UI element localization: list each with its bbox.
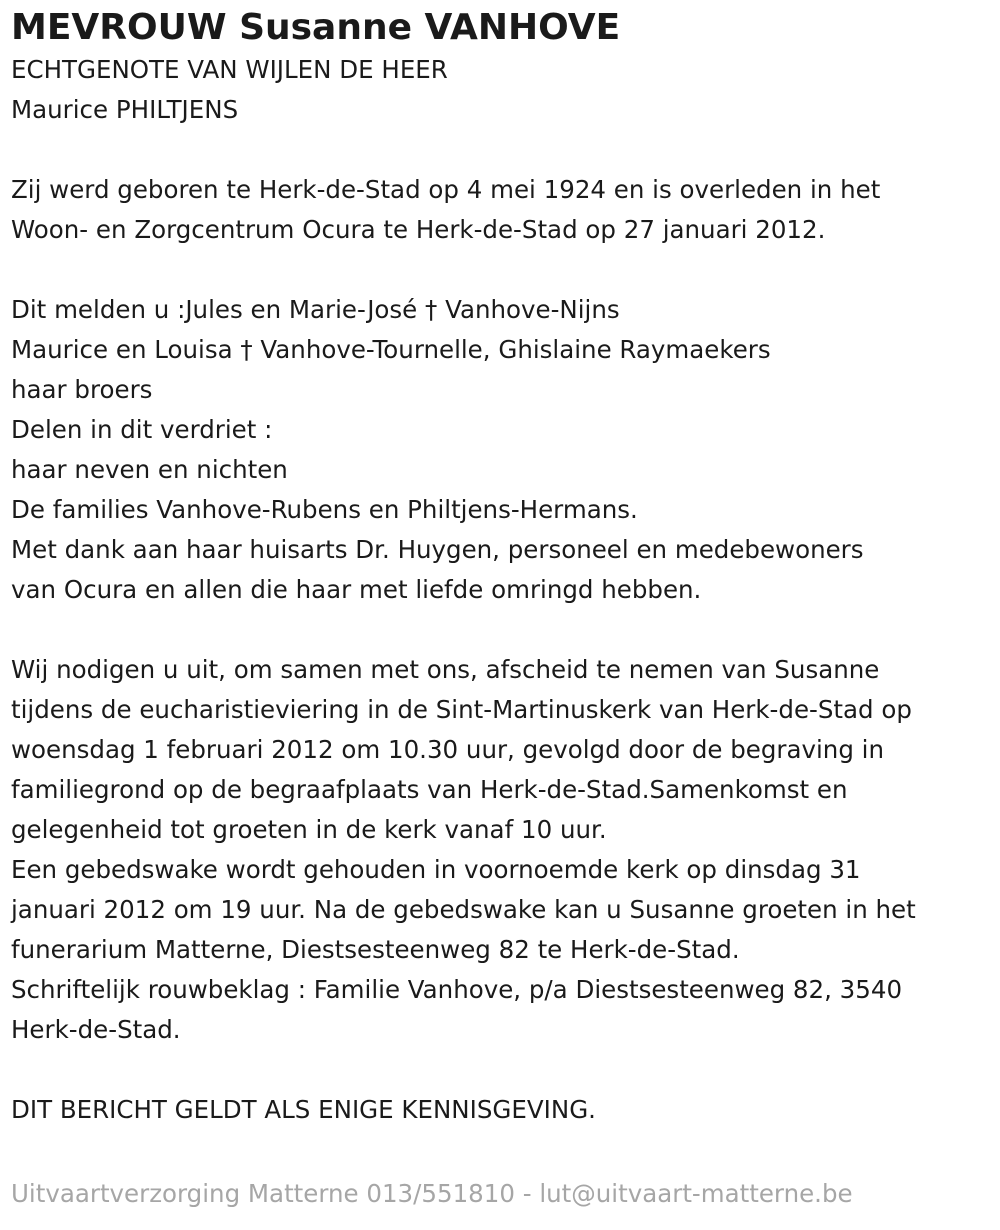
invitation-paragraph [11,650,996,1050]
death-notice [11,0,996,1130]
paragraph-line: funerarium Matterne, Diestsesteenweg 82 te Herk-de-Stad. [11,935,740,964]
paragraph-line: Een gebedswake wordt gehouden in voornoemde kerk op dinsdag 31 [11,855,861,884]
paragraph-line: Woon- en Zorgcentrum Ocura te Herk-de-Stad op 27 januari 2012. [11,215,826,244]
paragraph-line: Met dank aan haar huisarts Dr. Huygen, personeel en medebewoners [11,535,864,564]
paragraph-line: woensdag 1 februari 2012 om 10.30 uur, gevolgd door de begraving in [11,735,885,764]
spacer [11,1050,996,1090]
paragraph-line: haar broers [11,375,153,404]
paragraph-line: van Ocura en allen die haar met liefde omringd hebben. [11,575,702,604]
announcers-paragraph [11,290,996,610]
paragraph-line: Delen in dit verdriet : [11,415,273,444]
subtitle-line: ECHTGENOTE VAN WIJLEN DE HEER [11,55,448,84]
funeral-home-footer: Uitvaartverzorging Matterne 013/551810 - lut@uitvaart-matterne.be [11,1179,853,1208]
notice-title: MEVROUW Susanne VANHOVE [11,7,621,48]
spacer [11,130,996,170]
subtitle-line: Maurice PHILTJENS [11,95,239,124]
paragraph-line: Schriftelijk rouwbeklag : Familie Vanhove, p/a Diestsesteenweg 82, 3540 [11,975,903,1004]
paragraph-line: Dit melden u :Jules en Marie-José † Vanhove-Nijns [11,295,620,324]
spacer [11,250,996,290]
paragraph-line: Zij werd geboren te Herk-de-Stad op 4 mei 1924 en is overleden in het [11,175,881,204]
closing-statement: DIT BERICHT GELDT ALS ENIGE KENNISGEVING. [11,1095,596,1124]
spacer [11,610,996,650]
paragraph-line: Herk-de-Stad. [11,1015,181,1044]
paragraph-line: familiegrond op de begraafplaats van Herk-de-Stad.Samenkomst en [11,775,848,804]
paragraph-line: Maurice en Louisa † Vanhove-Tournelle, Ghislaine Raymaekers [11,335,771,364]
paragraph-line: haar neven en nichten [11,455,288,484]
birth-death-paragraph [11,170,996,250]
paragraph-line: De families Vanhove-Rubens en Philtjens-Hermans. [11,495,638,524]
paragraph-line: gelegenheid tot groeten in de kerk vanaf 10 uur. [11,815,607,844]
paragraph-line: januari 2012 om 19 uur. Na de gebedswake kan u Susanne groeten in het [11,895,916,924]
paragraph-line: Wij nodigen u uit, om samen met ons, afscheid te nemen van Susanne [11,655,880,684]
subtitle-block [11,50,996,130]
paragraph-line: tijdens de eucharistieviering in de Sint-Martinuskerk van Herk-de-Stad op [11,695,912,724]
